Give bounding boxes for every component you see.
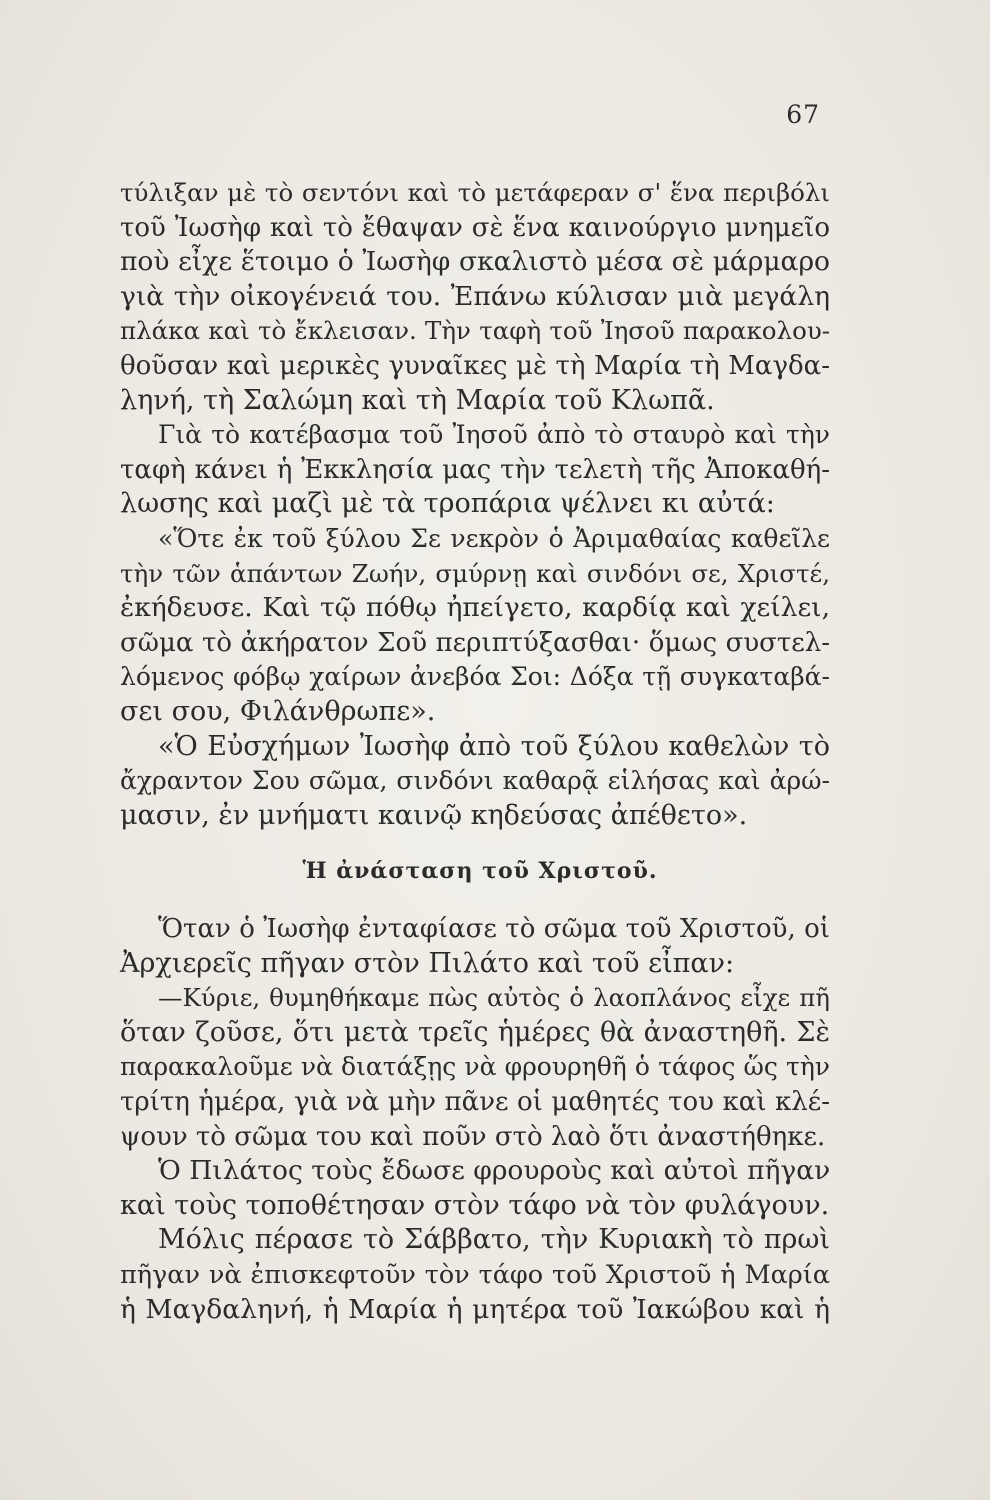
text-line: θοῦσαν καὶ μερικὲς γυναῖκες μὲ τὴ Μαρία τὴ Μαγδα- <box>120 350 830 381</box>
body-text-top <box>120 176 830 833</box>
text-line: σει σου, Φιλάνθρωπε». <box>120 695 436 727</box>
text-line: Μόλις πέρασε τὸ Σάββατο, τὴν Κυριακὴ τὸ πρωὶ <box>158 1224 830 1256</box>
text-line: Γιὰ τὸ κατέβασμα τοῦ Ἰησοῦ ἀπὸ τὸ σταυρὸ καὶ τὴν <box>158 420 830 450</box>
text-line: μασιν, ἐν μνήματι καινῷ κηδεύσας ἀπέθετο». <box>120 799 748 831</box>
text-line: καὶ τοὺς τοποθέτησαν στὸν τάφο νὰ τὸν φυλάγουν. <box>120 1189 830 1221</box>
text-line: Ὅταν ὁ Ἰωσὴφ ἐνταφίασε τὸ σῶμα τοῦ Χριστοῦ, οἱ <box>158 914 830 944</box>
text-line: γιὰ τὴν οἰκογένειά του. Ἐπάνω κύλισαν μιὰ μεγάλη <box>120 280 830 312</box>
text-line: λόμενος φόβῳ χαίρων ἀνεβόα Σοι: Δόξα τῇ συγκαταβά- <box>120 662 830 692</box>
section-heading: Ἡ ἀνάσταση τοῦ Χριστοῦ. <box>302 858 658 884</box>
text-line: ἡ Μαγδαληνή, ἡ Μαρία ἡ μητέρα τοῦ Ἰακώβου καὶ ἡ <box>120 1293 830 1325</box>
body-text-bottom <box>120 912 830 1327</box>
text-line: ψουν τὸ σῶμα του καὶ ποῦν στὸ λαὸ ὅτι ἀναστήθηκε. <box>120 1121 826 1152</box>
page-number: 67 <box>786 100 820 129</box>
text-line: ἐκήδευσε. Καὶ τῷ πόθῳ ἠπείγετο, καρδίᾳ καὶ χείλει, <box>120 592 830 624</box>
text-line: ταφὴ κάνει ἡ Ἐκκλησία μας τὴν τελετὴ τῆς Ἀποκαθή- <box>120 454 830 485</box>
text-line: Ἀρχιερεῖς πῆγαν στὸν Πιλάτο καὶ τοῦ εἶπαν: <box>120 947 735 979</box>
text-line: ποὺ εἶχε ἕτοιμο ὁ Ἰωσὴφ σκαλιστὸ μέσα σὲ μάρμαρο <box>120 246 830 278</box>
text-line: ὅταν ζοῦσε, ὅτι μετὰ τρεῖς ἡμέρες θὰ ἀναστηθῆ. Σὲ <box>120 1016 830 1048</box>
text-line: πλάκα καὶ τὸ ἔκλεισαν. Τὴν ταφὴ τοῦ Ἰησοῦ παρακολου- <box>120 316 830 346</box>
text-line: τὴν τῶν ἁπάντων Ζωήν, σμύρνῃ καὶ σινδόνι σε, Χριστέ, <box>120 558 830 588</box>
text-line: «Ὁ Εὐσχήμων Ἰωσὴφ ἀπὸ τοῦ ξύλου καθελὼν τὸ <box>158 730 830 762</box>
text-line: «Ὅτε ἐκ τοῦ ξύλου Σε νεκρὸν ὁ Ἀριμαθαίας καθεῖλε <box>158 523 830 553</box>
text-line: τρίτη ἡμέρα, γιὰ νὰ μὴν πᾶνε οἱ μαθητές του καὶ κλέ- <box>120 1086 830 1117</box>
text-line: τύλιξαν μὲ τὸ σεντόνι καὶ τὸ μετάφεραν σ' ἕνα περιβόλι <box>120 178 830 207</box>
text-line: ἄχραντον Σου σῶμα, σινδόνι καθαρᾷ εἱλήσας καὶ ἀρώ- <box>120 766 830 796</box>
text-line: σῶμα τὸ ἀκήρατον Σοῦ περιπτύξασθαι· ὅμως συστελ- <box>120 627 830 658</box>
text-line: —Κύριε, θυμηθήκαμε πὼς αὐτὸς ὁ λαοπλάνος εἶχε πῆ <box>158 983 830 1013</box>
text-line: ληνή, τὴ Σαλώμη καὶ τὴ Μαρία τοῦ Κλωπᾶ. <box>120 384 715 416</box>
text-line: πῆγαν νὰ ἐπισκεφτοῦν τὸν τάφο τοῦ Χριστοῦ ἡ Μαρία <box>120 1259 830 1290</box>
text-line: Ὁ Πιλάτος τοὺς ἔδωσε φρουροὺς καὶ αὐτοὶ πῆγαν <box>158 1155 831 1187</box>
text-line: παρακαλοῦμε νὰ διατάξῃς νὰ φρουρηθῆ ὁ τάφος ὥς τὴν <box>120 1052 830 1082</box>
text-line: λωσης καὶ μαζὶ μὲ τὰ τροπάρια ψέλνει κι αὐτά: <box>120 488 775 520</box>
text-line: τοῦ Ἰωσὴφ καὶ τὸ ἔθαψαν σὲ ἕνα καινούργιο μνημεῖο <box>120 212 830 243</box>
